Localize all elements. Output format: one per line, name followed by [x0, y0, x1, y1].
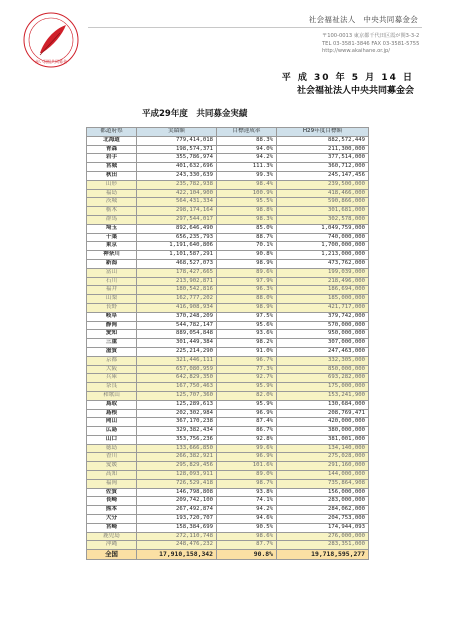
target-cell: 130,684,000	[277, 400, 369, 409]
amount-cell: 779,414,018	[137, 136, 217, 145]
rate-cell: 96.3%	[217, 286, 277, 295]
table-row	[87, 286, 369, 295]
prefecture-cell: 大分	[87, 515, 137, 524]
amount-cell: 1,191,640,806	[137, 242, 217, 251]
phone-line: TEL 03-3581-3846 FAX 03-3581-5755	[322, 40, 420, 47]
target-cell: 850,000,000	[277, 365, 369, 374]
document-title: 平成29年度 共同募金実績	[142, 109, 248, 119]
total-label: 全国	[87, 550, 137, 560]
rate-cell: 100.9%	[217, 189, 277, 198]
column-header-target: H29年度目標額	[277, 128, 369, 137]
target-cell: 377,514,000	[277, 154, 369, 163]
target-cell: 283,000,000	[277, 497, 369, 506]
table-row	[87, 435, 369, 444]
prefecture-cell: 兵庫	[87, 374, 137, 383]
table-row	[87, 330, 369, 339]
table-row	[87, 215, 369, 224]
prefecture-cell: 岐阜	[87, 312, 137, 321]
table-row	[87, 154, 369, 163]
table-row	[87, 462, 369, 471]
url-link[interactable]: http://www.akaihane.or.jp/	[322, 48, 391, 54]
prefecture-cell: 秋田	[87, 171, 137, 180]
amount-cell: 225,214,290	[137, 347, 217, 356]
target-cell: 247,463,000	[277, 347, 369, 356]
table-total-row	[87, 550, 369, 560]
rate-cell: 94.0%	[217, 145, 277, 154]
target-cell: 420,000,000	[277, 418, 369, 427]
amount-cell: 544,782,147	[137, 321, 217, 330]
target-cell: 307,000,000	[277, 339, 369, 348]
table-row	[87, 268, 369, 277]
rate-cell: 85.0%	[217, 224, 277, 233]
table-row	[87, 479, 369, 488]
document-date: 平 成 30 年 5 月 14 日	[281, 73, 414, 83]
target-cell: 379,742,000	[277, 312, 369, 321]
rate-cell: 95.5%	[217, 198, 277, 207]
amount-cell: 209,742,100	[137, 497, 217, 506]
rate-cell: 98.9%	[217, 259, 277, 268]
prefecture-cell: 宮崎	[87, 523, 137, 532]
target-cell: 134,140,000	[277, 444, 369, 453]
prefecture-cell: 青森	[87, 145, 137, 154]
amount-cell: 128,093,911	[137, 471, 217, 480]
target-cell: 421,717,000	[277, 303, 369, 312]
rate-cell: 95.9%	[217, 400, 277, 409]
table-row	[87, 189, 369, 198]
amount-cell: 202,302,984	[137, 409, 217, 418]
table-row	[87, 198, 369, 207]
target-cell: 276,000,000	[277, 532, 369, 541]
table-row	[87, 312, 369, 321]
prefecture-cell: 広島	[87, 427, 137, 436]
rate-cell: 99.6%	[217, 444, 277, 453]
target-cell: 208,769,471	[277, 409, 369, 418]
column-header-prefecture: 都道府県	[87, 128, 137, 137]
rate-cell: 98.8%	[217, 207, 277, 216]
rate-cell: 99.3%	[217, 171, 277, 180]
header-rule	[88, 27, 422, 28]
amount-cell: 162,777,202	[137, 295, 217, 304]
table-body	[87, 136, 369, 549]
prefecture-cell: 神奈川	[87, 251, 137, 260]
target-cell: 735,864,908	[277, 479, 369, 488]
target-cell: 418,466,000	[277, 189, 369, 198]
table-row	[87, 453, 369, 462]
target-cell: 275,028,000	[277, 453, 369, 462]
rate-cell: 82.0%	[217, 391, 277, 400]
org-name: 社会福祉法人 中央共同募金会	[308, 15, 418, 24]
prefecture-cell: 愛知	[87, 330, 137, 339]
rate-cell: 87.4%	[217, 418, 277, 427]
rate-cell: 97.9%	[217, 277, 277, 286]
prefecture-cell: 鳥取	[87, 400, 137, 409]
table-header-row	[87, 128, 369, 137]
table-row	[87, 374, 369, 383]
rate-cell: 89.0%	[217, 471, 277, 480]
target-cell: 211,300,000	[277, 145, 369, 154]
prefecture-cell: 新潟	[87, 259, 137, 268]
amount-cell: 167,750,463	[137, 383, 217, 392]
table-row	[87, 383, 369, 392]
rate-cell: 98.9%	[217, 303, 277, 312]
table-row	[87, 224, 369, 233]
amount-cell: 892,646,490	[137, 224, 217, 233]
prefecture-cell: 和歌山	[87, 391, 137, 400]
amount-cell: 295,829,456	[137, 462, 217, 471]
table-row	[87, 242, 369, 251]
amount-cell: 235,782,938	[137, 180, 217, 189]
prefecture-cell: 山形	[87, 180, 137, 189]
target-cell: 218,496,000	[277, 277, 369, 286]
table-row	[87, 207, 369, 216]
amount-cell: 298,174,164	[137, 207, 217, 216]
prefecture-cell: 宮城	[87, 163, 137, 172]
rate-cell: 92.7%	[217, 374, 277, 383]
red-feather-icon	[40, 25, 66, 53]
amount-cell: 656,235,793	[137, 233, 217, 242]
amount-cell: 198,574,371	[137, 145, 217, 154]
table-row	[87, 347, 369, 356]
target-cell: 882,572,449	[277, 136, 369, 145]
total-target: 19,718,595,277	[277, 550, 369, 560]
amount-cell: 178,427,665	[137, 268, 217, 277]
table-row	[87, 427, 369, 436]
rate-cell: 98.7%	[217, 479, 277, 488]
prefecture-cell: 埼玉	[87, 224, 137, 233]
table-row	[87, 339, 369, 348]
target-cell: 473,762,000	[277, 259, 369, 268]
rate-cell: 88.7%	[217, 233, 277, 242]
table-row	[87, 523, 369, 532]
amount-cell: 416,908,934	[137, 303, 217, 312]
target-cell: 153,241,900	[277, 391, 369, 400]
table-row	[87, 497, 369, 506]
prefecture-cell: 佐賀	[87, 488, 137, 497]
table-row	[87, 418, 369, 427]
rate-cell: 91.0%	[217, 347, 277, 356]
prefecture-cell: 長崎	[87, 497, 137, 506]
amount-cell: 272,110,748	[137, 532, 217, 541]
target-cell: 693,282,000	[277, 374, 369, 383]
target-cell: 301,681,000	[277, 207, 369, 216]
prefecture-cell: 石川	[87, 277, 137, 286]
prefecture-cell: 長野	[87, 303, 137, 312]
target-cell: 174,944,093	[277, 523, 369, 532]
rate-cell: 90.8%	[217, 251, 277, 260]
amount-cell: 213,902,871	[137, 277, 217, 286]
rate-cell: 95.9%	[217, 383, 277, 392]
total-rate: 90.8%	[217, 550, 277, 560]
issuer: 社会福祉法人中央共同募金会	[296, 86, 414, 96]
target-cell: 1,213,000,000	[277, 251, 369, 260]
amount-cell: 468,527,073	[137, 259, 217, 268]
target-cell: 950,000,000	[277, 330, 369, 339]
amount-cell: 1,101,587,291	[137, 251, 217, 260]
rate-cell: 93.8%	[217, 488, 277, 497]
prefecture-cell: 大阪	[87, 365, 137, 374]
prefecture-cell: 高知	[87, 471, 137, 480]
prefecture-cell: 奈良	[87, 383, 137, 392]
prefecture-cell: 滋賀	[87, 347, 137, 356]
table-row	[87, 145, 369, 154]
rate-cell: 93.6%	[217, 330, 277, 339]
target-cell: 144,000,000	[277, 471, 369, 480]
table-row	[87, 356, 369, 365]
amount-cell: 321,446,111	[137, 356, 217, 365]
target-cell: 283,351,000	[277, 541, 369, 550]
rate-cell: 111.3%	[217, 163, 277, 172]
rate-cell: 77.3%	[217, 365, 277, 374]
amount-cell: 146,798,808	[137, 488, 217, 497]
table-row	[87, 409, 369, 418]
amount-cell: 266,382,921	[137, 453, 217, 462]
amount-cell: 243,330,639	[137, 171, 217, 180]
target-cell: 302,578,000	[277, 215, 369, 224]
rate-cell: 92.8%	[217, 435, 277, 444]
target-cell: 332,305,000	[277, 356, 369, 365]
amount-cell: 248,476,232	[137, 541, 217, 550]
column-header-amount: 実績額	[137, 128, 217, 137]
table-row	[87, 136, 369, 145]
target-cell: 360,712,000	[277, 163, 369, 172]
amount-cell: 726,529,418	[137, 479, 217, 488]
amount-cell: 370,248,209	[137, 312, 217, 321]
target-cell: 284,062,000	[277, 506, 369, 515]
target-cell: 291,160,000	[277, 462, 369, 471]
prefecture-cell: 徳島	[87, 444, 137, 453]
prefecture-cell: 北海道	[87, 136, 137, 145]
rate-cell: 98.2%	[217, 339, 277, 348]
rate-cell: 94.2%	[217, 154, 277, 163]
results-table	[86, 127, 369, 560]
amount-cell: 367,170,238	[137, 418, 217, 427]
table-row	[87, 321, 369, 330]
table-row	[87, 233, 369, 242]
rate-cell: 90.5%	[217, 523, 277, 532]
amount-cell: 267,492,874	[137, 506, 217, 515]
address-line: 〒100-0013 東京都千代田区霞が関3-3-2	[322, 33, 420, 39]
amount-cell: 133,666,850	[137, 444, 217, 453]
rate-cell: 98.6%	[217, 532, 277, 541]
target-cell: 245,147,456	[277, 171, 369, 180]
target-cell: 186,694,000	[277, 286, 369, 295]
table-row	[87, 295, 369, 304]
target-cell: 590,866,000	[277, 198, 369, 207]
rate-cell: 101.6%	[217, 462, 277, 471]
rate-cell: 88.3%	[217, 136, 277, 145]
table-row	[87, 488, 369, 497]
table-row	[87, 400, 369, 409]
table-row	[87, 532, 369, 541]
prefecture-cell: 栃木	[87, 207, 137, 216]
target-cell: 175,000,000	[277, 383, 369, 392]
target-cell: 381,001,000	[277, 435, 369, 444]
prefecture-cell: 岩手	[87, 154, 137, 163]
rate-cell: 94.2%	[217, 506, 277, 515]
rate-cell: 87.7%	[217, 541, 277, 550]
amount-cell: 329,382,434	[137, 427, 217, 436]
prefecture-cell: 富山	[87, 268, 137, 277]
prefecture-cell: 福井	[87, 286, 137, 295]
prefecture-cell: 東京	[87, 242, 137, 251]
table-row	[87, 180, 369, 189]
org-address	[322, 33, 419, 56]
target-cell: 570,000,000	[277, 321, 369, 330]
table-row	[87, 251, 369, 260]
rate-cell: 88.0%	[217, 295, 277, 304]
rate-cell: 97.5%	[217, 312, 277, 321]
rate-cell: 70.1%	[217, 242, 277, 251]
amount-cell: 401,632,696	[137, 163, 217, 172]
rate-cell: 95.6%	[217, 321, 277, 330]
rate-cell: 74.1%	[217, 497, 277, 506]
prefecture-cell: 香川	[87, 453, 137, 462]
target-cell: 1,700,000,000	[277, 242, 369, 251]
table-row	[87, 444, 369, 453]
rate-cell: 98.3%	[217, 215, 277, 224]
table-row	[87, 303, 369, 312]
table-row	[87, 163, 369, 172]
rate-cell: 94.6%	[217, 515, 277, 524]
amount-cell: 125,707,360	[137, 391, 217, 400]
rate-cell: 96.7%	[217, 356, 277, 365]
prefecture-cell: 愛媛	[87, 462, 137, 471]
amount-cell: 642,829,350	[137, 374, 217, 383]
target-cell: 380,000,000	[277, 427, 369, 436]
table-row	[87, 506, 369, 515]
rate-cell: 86.7%	[217, 427, 277, 436]
prefecture-cell: 山梨	[87, 295, 137, 304]
prefecture-cell: 山口	[87, 435, 137, 444]
prefecture-cell: 群馬	[87, 215, 137, 224]
target-cell: 1,049,759,000	[277, 224, 369, 233]
table-row	[87, 365, 369, 374]
prefecture-cell: 静岡	[87, 321, 137, 330]
target-cell: 185,000,000	[277, 295, 369, 304]
amount-cell: 180,542,816	[137, 286, 217, 295]
prefecture-cell: 鹿児島	[87, 532, 137, 541]
table-row	[87, 391, 369, 400]
prefecture-cell: 三重	[87, 339, 137, 348]
table-row	[87, 277, 369, 286]
amount-cell: 297,544,017	[137, 215, 217, 224]
table-row	[87, 171, 369, 180]
prefecture-cell: 福島	[87, 189, 137, 198]
column-header-rate: 目標達成率	[217, 128, 277, 137]
prefecture-cell: 熊本	[87, 506, 137, 515]
table-row	[87, 541, 369, 550]
rate-cell: 89.6%	[217, 268, 277, 277]
target-cell: 156,000,000	[277, 488, 369, 497]
amount-cell: 422,104,900	[137, 189, 217, 198]
table-row	[87, 471, 369, 480]
prefecture-cell: 京都	[87, 356, 137, 365]
total-amount: 17,910,158,342	[137, 550, 217, 560]
table-row	[87, 515, 369, 524]
amount-cell: 564,431,334	[137, 198, 217, 207]
target-cell: 239,500,000	[277, 180, 369, 189]
target-cell: 204,753,000	[277, 515, 369, 524]
prefecture-cell: 福岡	[87, 479, 137, 488]
rate-cell: 96.9%	[217, 453, 277, 462]
table-row	[87, 259, 369, 268]
target-cell: 740,000,000	[277, 233, 369, 242]
prefecture-cell: 茨城	[87, 198, 137, 207]
rate-cell: 98.4%	[217, 180, 277, 189]
amount-cell: 353,756,236	[137, 435, 217, 444]
logo	[22, 11, 80, 69]
amount-cell: 889,054,848	[137, 330, 217, 339]
prefecture-cell: 岡山	[87, 418, 137, 427]
logo-caption: 赤い羽根共同募金	[35, 59, 67, 64]
rate-cell: 96.9%	[217, 409, 277, 418]
prefecture-cell: 沖縄	[87, 541, 137, 550]
prefecture-cell: 千葉	[87, 233, 137, 242]
amount-cell: 125,289,613	[137, 400, 217, 409]
amount-cell: 657,080,959	[137, 365, 217, 374]
amount-cell: 158,384,699	[137, 523, 217, 532]
amount-cell: 355,786,974	[137, 154, 217, 163]
prefecture-cell: 島根	[87, 409, 137, 418]
amount-cell: 301,449,384	[137, 339, 217, 348]
target-cell: 199,039,000	[277, 268, 369, 277]
amount-cell: 193,720,707	[137, 515, 217, 524]
